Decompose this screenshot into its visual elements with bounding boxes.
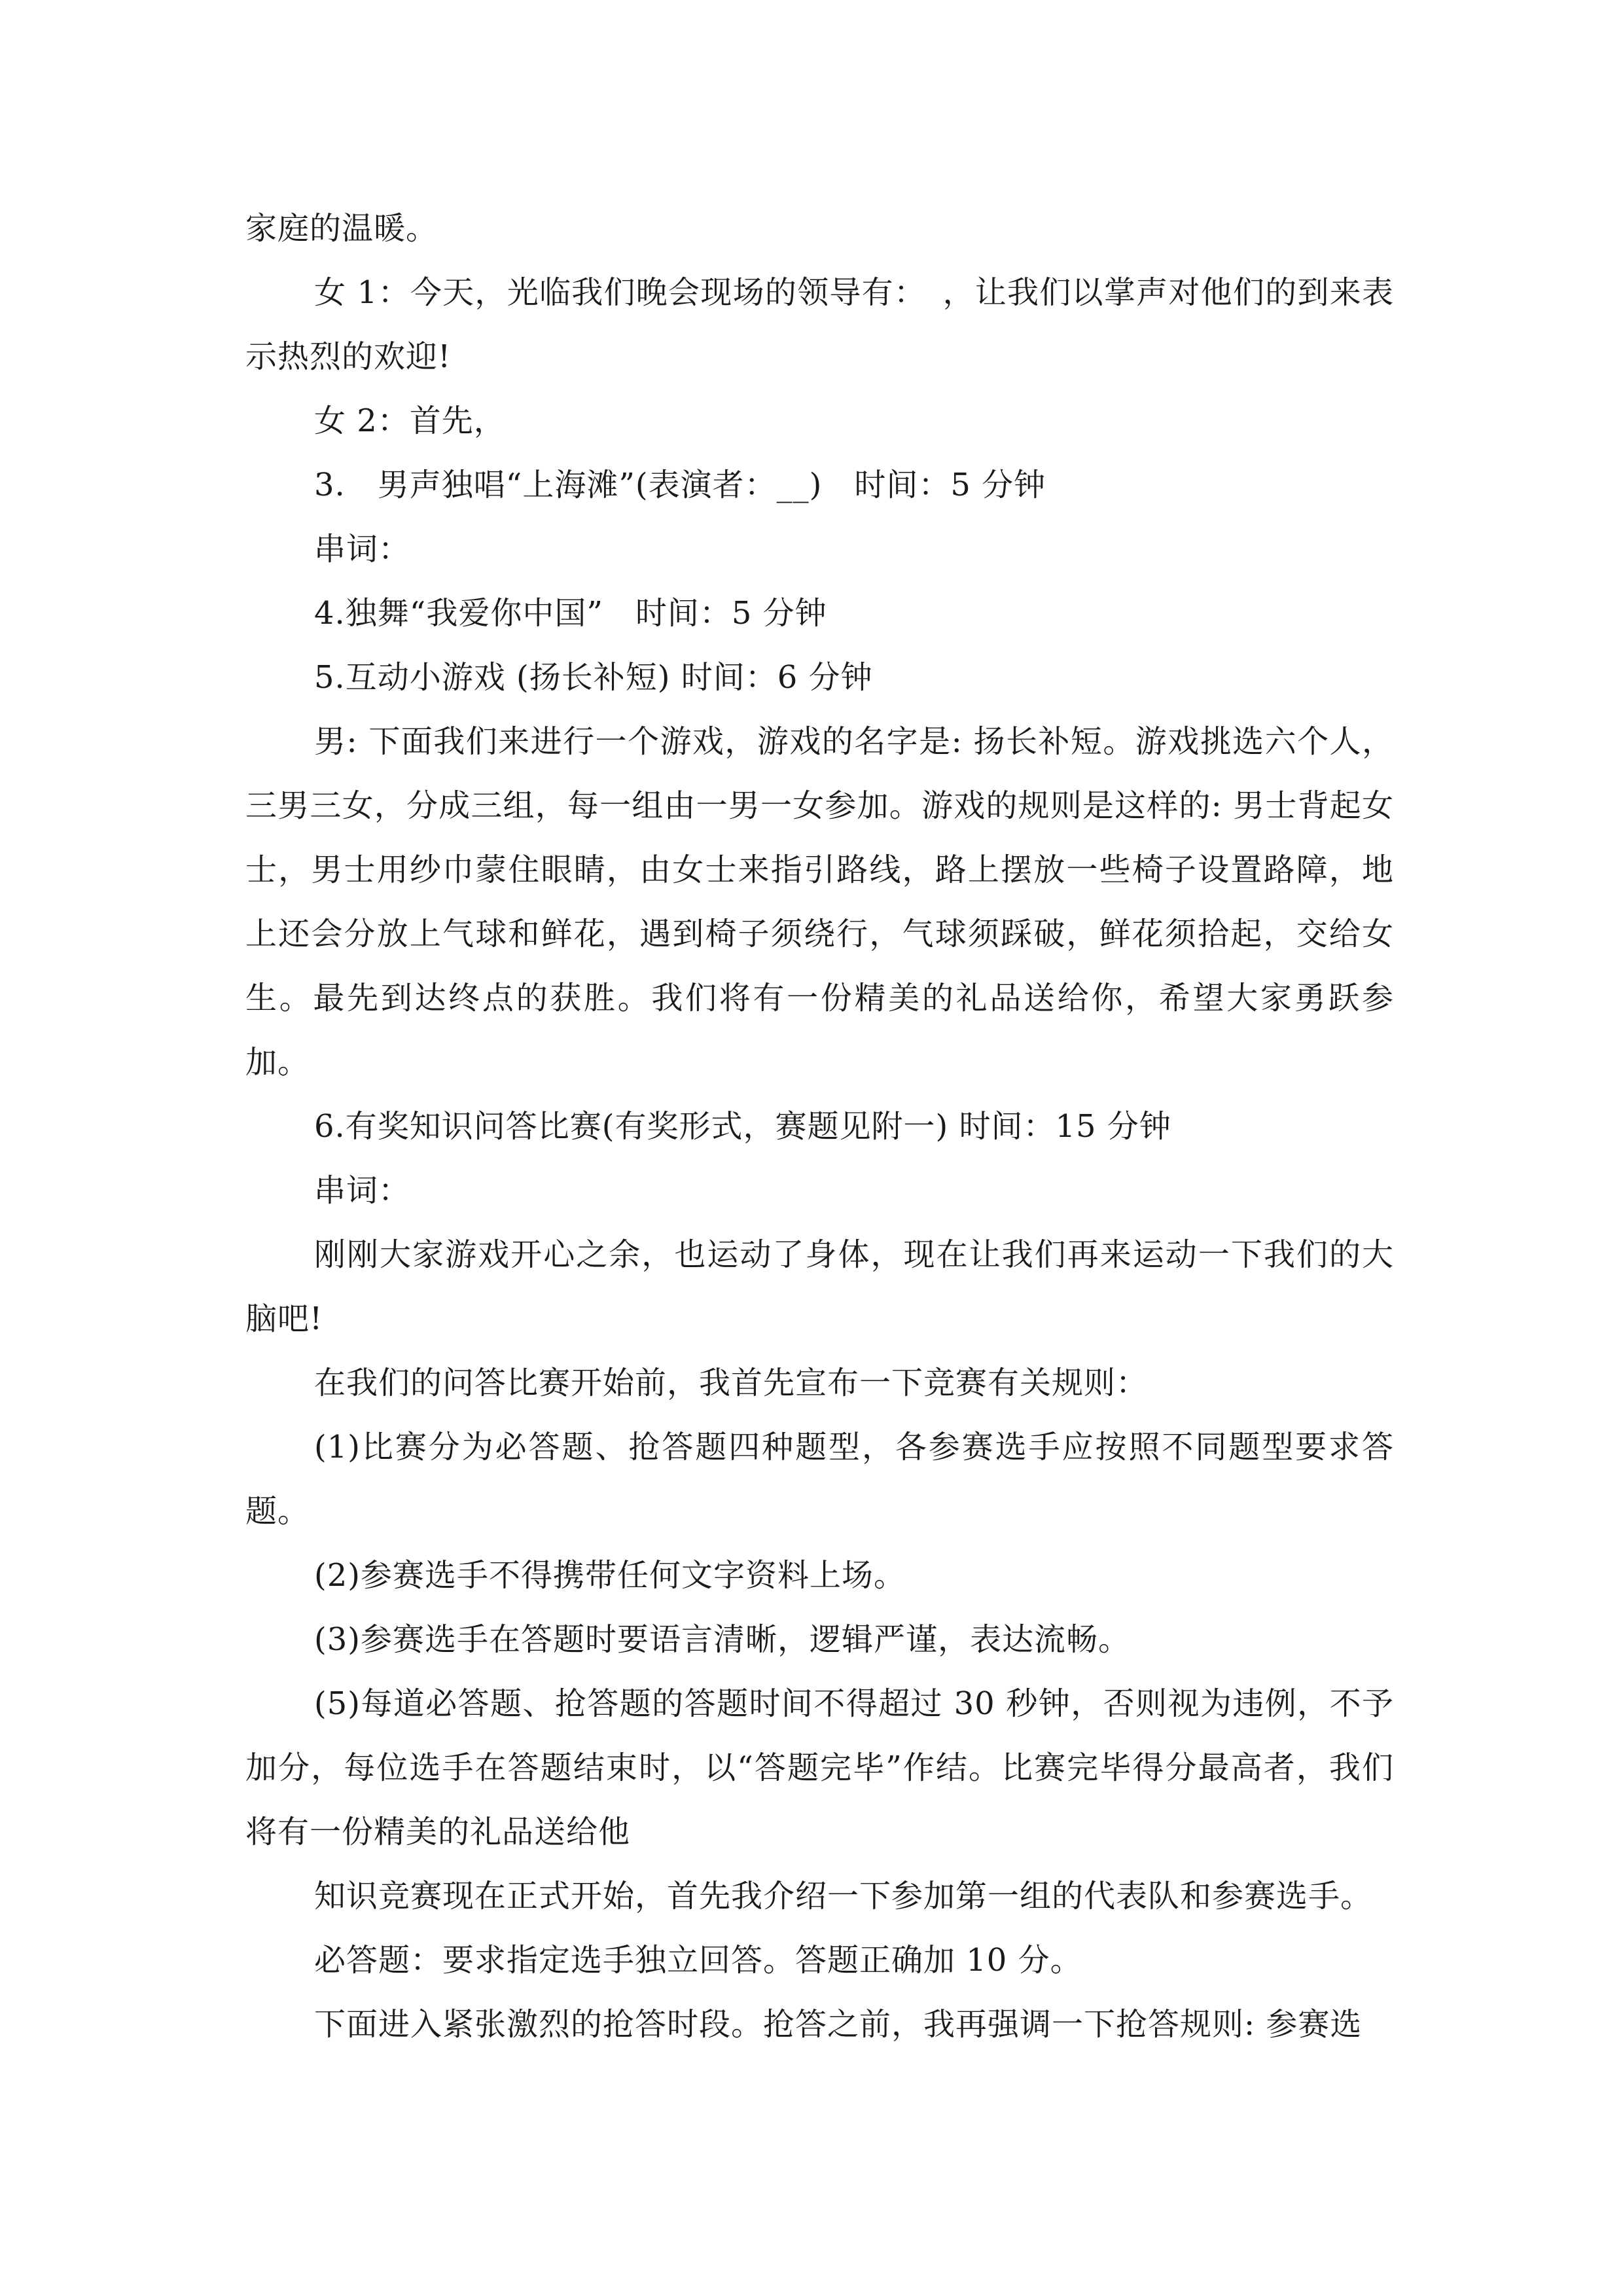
paragraph: 串词：: [314, 1172, 411, 1209]
paragraph: 下面进入紧张激烈的抢答时段。抢答之前，我再强调一下抢答规则: 参赛选: [314, 2006, 1363, 2043]
paragraph: 4.独舞“我爱你中国” 时间：5 分钟: [314, 595, 827, 632]
paragraph: (1)比赛分为必答题、抢答题四种题型，各参赛选手应按照不同题型要求答题。: [245, 1429, 1394, 1530]
paragraph: (5)每道必答题、抢答题的答题时间不得超过 30 秒钟，否则视为违例，不予加分，每位选手在答题结束时，以“答题完毕”作结。比赛完毕得分最高者，我们将有一份精美的礼品送给他: [245, 1685, 1394, 1850]
document-body: [245, 196, 1394, 2056]
paragraph: 6.有奖知识问答比赛(有奖形式，赛题见附一) 时间：15 分钟: [314, 1108, 1171, 1145]
paragraph: 5.互动小游戏 (扬长补短) 时间：6 分钟: [314, 659, 873, 696]
paragraph: 3. 男声独唱“上海滩”(表演者：__) 时间：5 分钟: [314, 467, 1046, 503]
paragraph: 家庭的温暖。: [245, 210, 438, 247]
paragraph: 男: 下面我们来进行一个游戏，游戏的名字是: 扬长补短。游戏挑选六个人，三男三女，分成三组，每一组由一男一女参加。游戏的规则是这样的: 男士背起女士，男士用纱巾蒙住眼睛，由女士来指引路线，路上摆放一些椅子设置路障，地上还会分放上气球和鲜花，遇到椅子须绕行，气球须踩破，鲜花须拾起，交给女生。最先到达终点的获胜。我们将有一份精美的礼品送给你，希望大家勇跃参加。: [245, 723, 1394, 1081]
paragraph: 知识竞赛现在正式开始，首先我介绍一下参加第一组的代表队和参赛选手。: [314, 1878, 1373, 1914]
paragraph: 刚刚大家游戏开心之余，也运动了身体，现在让我们再来运动一下我们的大脑吧!: [245, 1236, 1394, 1337]
paragraph: 女 2：首先，: [314, 403, 506, 439]
paragraph: 女 1：今天，光临我们晚会现场的领导有： ，让我们以掌声对他们的到来表示热烈的欢迎!: [245, 274, 1394, 375]
paragraph: (3)参赛选手在答题时要语言清晰，逻辑严谨，表达流畅。: [314, 1621, 1130, 1658]
paragraph: 必答题：要求指定选手独立回答。答题正确加 10 分。: [314, 1942, 1082, 1979]
paragraph: (2)参赛选手不得携带任何文字资料上场。: [314, 1557, 906, 1594]
paragraph: 串词：: [314, 531, 411, 567]
paragraph: 在我们的问答比赛开始前，我首先宣布一下竞赛有关规则：: [314, 1365, 1149, 1401]
